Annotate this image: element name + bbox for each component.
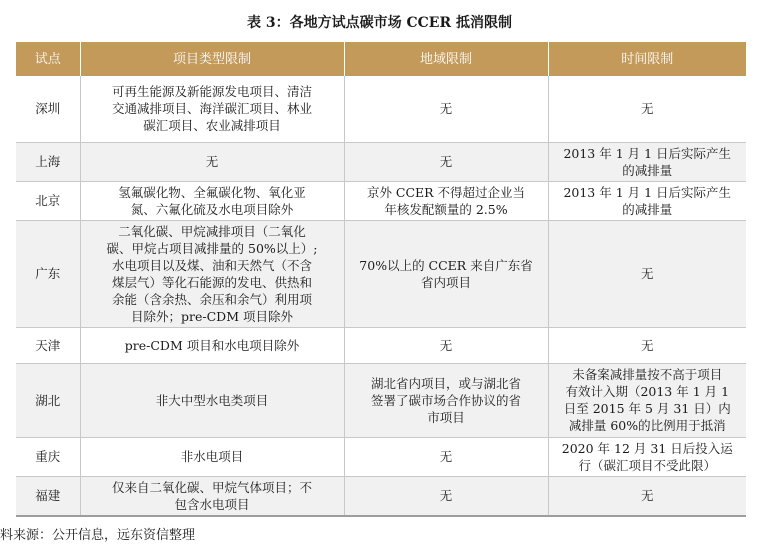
project-type-cell [80, 476, 344, 516]
table-row [16, 363, 746, 437]
cell-line: 无 [439, 488, 453, 504]
cell-line: 碳、甲烷占项目减排量的 50%以上）; [106, 240, 318, 256]
region-cell [344, 327, 548, 363]
cell-line: 无 [439, 154, 453, 169]
cell-line: 行（碳汇项目不受此限） [578, 457, 716, 473]
cell-line: 减排量 60%的比例用于抵消 [568, 418, 726, 433]
pilot-cell: 湖北 [16, 363, 80, 437]
cell-line: 交通减排项目、海洋碳汇项目、林业 [111, 101, 312, 117]
cell-line: 无 [439, 337, 453, 353]
cell-line: 市项目 [427, 409, 465, 425]
cell-line: 无 [439, 101, 453, 117]
cell-line: 的减排量 [622, 201, 673, 217]
pilot-cell: 深圳 [16, 76, 80, 142]
cell-line: 无 [205, 154, 219, 169]
cell-line: 包含水电项目 [174, 496, 250, 512]
header-region: 地域限制 [344, 42, 548, 76]
cell-line: 签署了碳市场合作协议的省 [370, 392, 521, 408]
region-cell [344, 181, 548, 220]
cell-line: 氮、六氟化硫及水电项目除外 [130, 201, 294, 217]
time-cell [548, 363, 746, 437]
table-row [16, 220, 746, 327]
cell-line: 水电项目以及煤、油和天然气（不含 [111, 257, 312, 273]
cell-line: 无 [640, 488, 654, 504]
cell-line: 无 [640, 337, 654, 353]
project-type-cell [80, 142, 344, 181]
cell-line: 的减排量 [622, 162, 673, 178]
project-type-cell [80, 327, 344, 363]
cell-line: 碳汇项目、农业减排项目 [143, 118, 281, 134]
project-type-cell [80, 76, 344, 142]
table-row [16, 476, 746, 516]
table-row [16, 76, 746, 142]
project-type-cell [80, 181, 344, 220]
region-cell [344, 220, 548, 327]
region-cell [344, 76, 548, 142]
project-type-cell [80, 220, 344, 327]
cell-line: 无 [640, 101, 654, 117]
table-row [16, 142, 746, 181]
region-cell [344, 363, 548, 437]
cell-line: 湖北省内项目，或与湖北省 [370, 375, 521, 391]
cell-line: 日至 2015 年 5 月 31 日）内 [563, 401, 731, 416]
cell-line: 2013 年 1 月 1 日后实际产生 [563, 184, 732, 200]
cell-line: 京外 CCER 不得超过企业当 [366, 184, 526, 200]
cell-line: 余能（含余热、余压和余气）利用项 [111, 291, 312, 307]
time-cell [548, 181, 746, 220]
time-cell [548, 220, 746, 327]
cell-line: 有效计入期（2013 年 1 月 1 [565, 384, 730, 399]
time-cell [548, 327, 746, 363]
region-cell [344, 142, 548, 181]
pilot-cell: 天津 [16, 327, 80, 363]
pilot-cell: 广东 [16, 220, 80, 327]
table-row [16, 437, 746, 476]
ccer-offset-table [16, 42, 746, 517]
time-cell [548, 437, 746, 476]
cell-line: 二氧化碳、甲烷减排项目（二氧化 [118, 223, 306, 239]
table-header-row [16, 42, 746, 76]
table-row [16, 181, 746, 220]
pilot-cell: 福建 [16, 476, 80, 516]
cell-line: 无 [640, 266, 654, 281]
cell-line: 省内项目 [420, 274, 471, 290]
cell-line: 非大中型水电类项目 [155, 392, 269, 408]
cell-line: 年核发配额量的 2.5% [384, 201, 508, 217]
table-title: 表 3：各地方试点碳市场 CCER 抵消限制 [247, 15, 512, 31]
header-pilot: 试点 [16, 42, 80, 76]
cell-line: 氢氟碳化物、全氟碳化物、氧化亚 [118, 184, 306, 200]
table-row [16, 327, 746, 363]
time-cell [548, 76, 746, 142]
cell-line: 70%以上的 CCER 来自广东省 [359, 257, 533, 273]
pilot-cell: 重庆 [16, 437, 80, 476]
header-project-type: 项目类型限制 [80, 42, 344, 76]
cell-line: 2013 年 1 月 1 日后实际产生 [563, 145, 732, 161]
project-type-cell [80, 437, 344, 476]
time-cell [548, 142, 746, 181]
cell-line: 可再生能源及新能源发电项目、清洁 [111, 84, 312, 100]
cell-line: pre-CDM 项目和水电项目除外 [124, 337, 300, 353]
header-time: 时间限制 [548, 42, 746, 76]
cell-line: 无 [439, 449, 453, 464]
cell-line: 目除外；pre-CDM 项目除外 [131, 308, 293, 324]
cell-line: 未备案减排量按不高于项目 [572, 367, 723, 382]
region-cell [344, 437, 548, 476]
pilot-cell: 北京 [16, 181, 80, 220]
cell-line: 仅来自二氧化碳、甲烷气体项目；不 [111, 479, 312, 495]
project-type-cell [80, 363, 344, 437]
region-cell [344, 476, 548, 516]
source-note: 料来源：公开信息，远东资信整理 [0, 528, 196, 543]
cell-line: 煤层气）等化石能源的发电、供热和 [111, 274, 312, 290]
cell-line: 2020 年 12 月 31 日后投入运 [561, 440, 733, 456]
time-cell [548, 476, 746, 516]
pilot-cell: 上海 [16, 142, 80, 181]
cell-line: 非水电项目 [180, 449, 244, 464]
